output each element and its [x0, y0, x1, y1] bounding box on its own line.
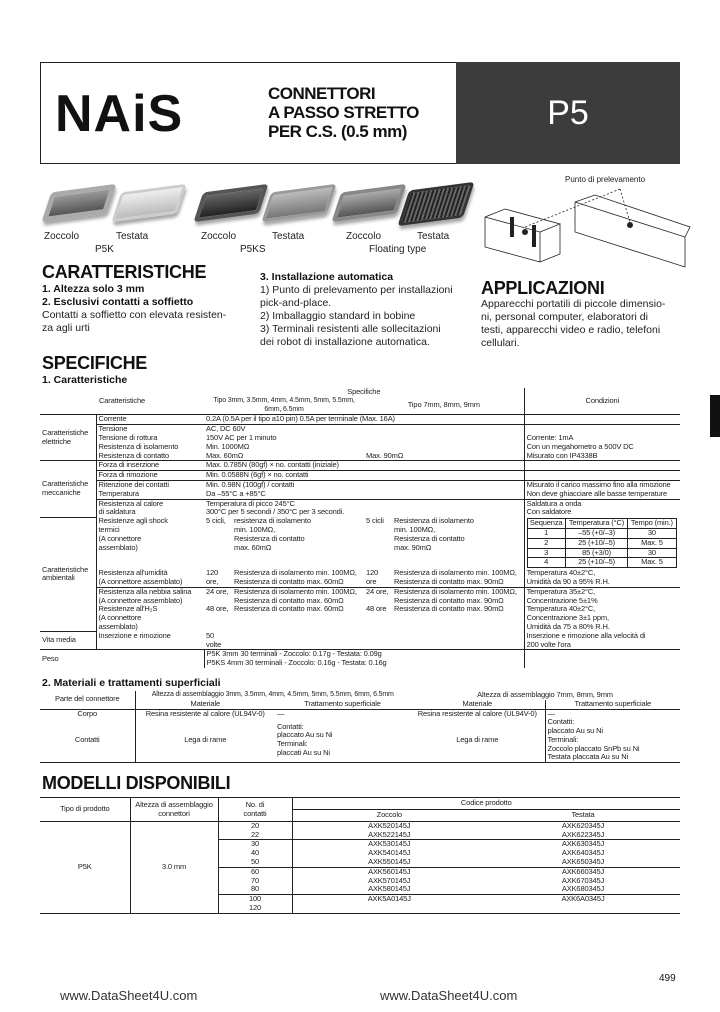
materials-heading: 2. Materiali e trattamenti superficiali — [42, 676, 221, 689]
header-group-a: Altezza di assemblaggio 3mm, 3.5mm, 4mm, 4.5mm, 5mm, 5.5mm, 6mm, 6.5mm — [151, 690, 394, 698]
characteristic-label: Inserzione e rimozione — [96, 632, 204, 650]
condition: Corrente: 1mA — [524, 434, 680, 443]
series-label: P5 — [456, 62, 680, 164]
material-cell: Contatti: placcato Au su Ni Terminali: placcati Au su Ni — [275, 718, 410, 762]
socket-code: AXK522145J — [292, 831, 486, 840]
shock-header: Sequenza — [527, 519, 565, 529]
characteristic-label: Tensione di rottura — [98, 432, 158, 442]
condition — [524, 471, 680, 481]
spec-value-a: Max. 60mΩ — [204, 452, 364, 461]
condition — [524, 650, 680, 668]
socket-code: AXK540145J — [368, 848, 411, 858]
header-type-b: Tipo 7mm, 8mm, 9mm — [364, 397, 524, 415]
spec-a1: 5 cicli, — [206, 516, 226, 526]
condition: Con un megahometro a 500V DC — [524, 443, 680, 452]
spec-row — [40, 569, 680, 587]
condition — [524, 415, 680, 425]
header-characteristics: Caratteristiche — [40, 388, 204, 415]
spec-b1: 5 cicli — [366, 516, 384, 526]
characteristic-label: Ritenzione dei contatti — [98, 479, 169, 489]
socket-code: AXK5A0145J — [367, 894, 411, 904]
header-specifications: Specifiche — [347, 387, 381, 396]
feature-1: 1. Altezza solo 3 mm — [42, 283, 145, 295]
spec-value: Da –55°C a +85°C — [204, 490, 524, 499]
spec-value: Max. 0.785N (80gf) × no. contatti (iniziale) — [204, 461, 524, 471]
part-name: Corpo — [40, 709, 135, 718]
socket-code — [292, 904, 486, 913]
shock-cell: 4 — [527, 558, 565, 568]
thermal-shock-table — [527, 518, 677, 568]
shock-cell: 30 — [628, 528, 676, 538]
condition: Temperatura 35±2°C, Concentrazione 5±1% — [524, 587, 680, 605]
spec-b2: Resistenza di isolamento min. 100MΩ, Resistenza di contatto max. 90mΩ — [392, 569, 524, 587]
condition: Non deve ghiacciare alle basse temperature — [524, 490, 680, 499]
contact-count: 120 — [218, 904, 292, 913]
spec-value: Min. 0.98N (100gf) / contatti — [206, 479, 295, 489]
socket-code: AXK530145J — [368, 839, 411, 849]
header-code: AXK680345J — [486, 885, 680, 894]
shock-cell: Max. 5 — [628, 538, 676, 548]
condition — [524, 517, 680, 569]
material-cell: — — [547, 708, 555, 718]
contact-count: 30 — [218, 840, 292, 849]
p5ks-header-image — [261, 184, 336, 222]
characteristic-label: Resistenza di contatto — [96, 452, 204, 461]
floating-header-image — [397, 182, 474, 226]
material-cell: Resina resistente al calore (UL94V-0) — [410, 709, 545, 718]
characteristic-label: Tensione — [98, 424, 128, 434]
shock-cell: 2 — [527, 538, 565, 548]
spec-value-b: Max. 90mΩ — [364, 452, 524, 461]
header-treatment: Trattamento superficiale — [275, 700, 410, 709]
pickup-point-label: Punto di prelevamento — [565, 175, 646, 184]
product-type: P5K — [40, 821, 130, 913]
spec-a2: resistenza di isolamento min. 100MΩ, Resistenza di contatto max. 60mΩ — [234, 516, 311, 552]
header-assembly-height: Altezza di assemblaggio connettori — [130, 798, 218, 822]
spec-b1 — [364, 632, 392, 650]
contact-count: 20 — [218, 821, 292, 830]
characteristic-label: Resistenza al calore di saldatura — [98, 498, 164, 517]
material-cell: Resina resistente al calore (UL94V-0) — [145, 708, 265, 718]
applications-heading: APPLICAZIONI — [481, 278, 605, 298]
spec-a2 — [232, 632, 364, 650]
material-cell: Lega di rame — [410, 718, 545, 762]
shock-cell: 3 — [527, 548, 565, 558]
header-product-code: Codice prodotto — [292, 798, 680, 810]
category-label: Caratteristiche ambientali — [40, 517, 96, 632]
category-label: Vita media — [40, 632, 96, 650]
header-conditions: Condizioni — [524, 388, 680, 415]
label-zoccolo: Zoccolo — [346, 231, 382, 242]
spec-value: AC, DC 60V — [206, 424, 246, 434]
socket-code: AXK550145J — [292, 858, 486, 867]
spec-a1: 50 volte — [204, 632, 232, 650]
condition: Temperatura 40±2°C, Umidità da 90 a 95% R.H. — [524, 569, 680, 587]
pickup-point-diagram — [470, 187, 695, 275]
spec-row — [40, 650, 680, 668]
spec-b2: Resistenza di isolamento min. 100MΩ, Resistenza di contatto max. 90mΩ — [394, 586, 517, 605]
material-cell: Contatti: placcato Au su Ni Terminali: Zoccolo placcato SnPb su Ni Testata placcata Au su Ni — [545, 718, 680, 762]
assembly-height: 3.0 mm — [130, 821, 218, 913]
socket-code: AXK520145J — [368, 820, 411, 830]
label-testata: Testata — [116, 231, 149, 242]
characteristic-label: Resistenza alla nebbia salina (A connettore assemblato) — [98, 586, 192, 605]
shock-cell: 30 — [628, 548, 676, 558]
nais-logo: NAiS — [55, 85, 184, 143]
category-label: Caratteristiche meccaniche — [40, 461, 96, 517]
spec-value: Min. 1000MΩ — [206, 441, 250, 451]
group-p5k: P5K — [95, 244, 114, 255]
feature-2-text: Contatti a soffietto con elevata resisten- za agli urti — [42, 309, 227, 334]
group-p5ks: P5KS — [240, 244, 266, 255]
characteristic-label: Corrente — [96, 415, 204, 425]
shock-cell: Max. 5 — [628, 558, 676, 568]
shock-cell: 85 (+3/0) — [565, 548, 627, 558]
material-cell: Lega di rame — [135, 718, 275, 762]
watermark: www.DataSheet4U.com — [380, 988, 518, 1003]
spec-row — [40, 499, 680, 517]
contact-count: 100 — [218, 895, 292, 904]
characteristic-label: Temperatura — [96, 490, 204, 499]
models-table — [40, 797, 680, 914]
spec-a2: Resistenza di isolamento min. 100MΩ, Resistenza di contatto max. 60mΩ — [232, 569, 364, 587]
spec-row — [40, 587, 680, 605]
shock-cell: 1 — [527, 528, 565, 538]
p5k-socket-image — [41, 184, 116, 222]
condition: Saldatura a onda Con saldatore — [524, 499, 680, 517]
header-code: AXK670345J — [561, 875, 605, 885]
header-header: Testata — [486, 810, 680, 822]
spec-a1: 48 ore, — [206, 604, 229, 614]
header-code: AXK650345J — [486, 858, 680, 867]
material-row — [40, 709, 680, 718]
header-code: AXK660345J — [561, 866, 605, 876]
characteristic-label: Resistenza di isolamento — [98, 441, 179, 451]
contact-count: 22 — [218, 831, 292, 840]
header-socket: Zoccolo — [292, 810, 486, 822]
shock-header: Tempo (min.) — [628, 519, 676, 529]
spec-row — [40, 517, 680, 569]
header-material: Materiale — [410, 700, 545, 709]
label-zoccolo: Zoccolo — [44, 231, 80, 242]
shock-cell: 25 (+10/–5) — [565, 538, 627, 548]
content-flow — [40, 353, 680, 914]
material-row — [40, 718, 680, 762]
contact-count: 80 — [218, 885, 292, 894]
label-testata: Testata — [272, 231, 305, 242]
spec-a2: Resistenza di isolamento min. 100MΩ, Resistenza di contatto max. 60mΩ — [234, 586, 357, 605]
watermark: www.DataSheet4U.com — [60, 988, 198, 1003]
group-floating: Floating type — [369, 244, 427, 255]
header-product-type: Tipo di prodotto — [40, 798, 130, 822]
section-tab-marker — [710, 395, 720, 437]
contact-count: 70 — [218, 877, 292, 886]
characteristic-label: Forza di inserzione — [96, 461, 204, 471]
spec-b2: Resistenza di contatto max. 90mΩ — [394, 604, 504, 614]
header-material: Materiale — [135, 700, 275, 709]
header-part: Parte del connettore — [40, 691, 135, 709]
header-code — [486, 904, 680, 913]
spec-a2: Resistenza di contatto max. 60mΩ — [234, 604, 344, 614]
document-title: CONNETTORI A PASSO STRETTO PER C.S. (0.5 mm) — [268, 84, 419, 141]
header-code: AXK622345J — [486, 831, 680, 840]
applications-text: Apparecchi portatili di piccole dimensio- ni, personal computer, elaboratori di testi, apparecchi video e radio, telefoni cellulari. — [481, 298, 666, 349]
feature-3-text: 1) Punto di prelevamento per installazioni pick-and-place. 2) Imballaggio standard in bobine 3) Terminali resistenti alle sollecitazioni dei robot di installazione automatica. — [260, 284, 453, 348]
spec-value: 150V AC per 1 minuto — [206, 432, 277, 442]
weight-value: P5K 3mm 30 terminali - Zoccolo: 0.17g - Testata: 0.09g P5KS 4mm 30 terminali - Zoccolo: 0.16g - Testata: 0.16g — [206, 649, 387, 668]
condition: Misurato il carico massimo fino alla rimozione — [524, 480, 680, 489]
spec-row — [40, 415, 680, 425]
socket-code: AXK560145J — [368, 866, 411, 876]
header-code: AXK6A0345J — [561, 894, 605, 904]
material-cell: — — [277, 708, 285, 718]
specs-heading: SPECIFICHE — [42, 353, 148, 373]
page-number: 499 — [659, 973, 676, 984]
p5k-header-image — [111, 184, 186, 222]
specs-subtitle: 1. Caratteristiche — [42, 374, 128, 386]
header-code: AXK620345J — [561, 820, 605, 830]
characteristic-label: Resistenza all'umidità (A connettore assemblato) — [96, 569, 204, 587]
category-label: Caratteristiche elettriche — [40, 415, 96, 461]
header-group-b: Altezza di assemblaggio 7mm, 8mm, 9mm — [477, 689, 613, 699]
spec-b2 — [392, 632, 524, 650]
feature-2: 2. Esclusivi contatti a soffietto — [42, 296, 194, 308]
header-treatment: Trattamento superficiale — [545, 700, 680, 709]
spec-value: 0.2A (0.5A per il tipo a10 pin) 0.5A per terminale (Max. 16A) — [204, 415, 524, 425]
spec-a1: 120 ore, — [204, 569, 232, 587]
characteristic-label: Resistenze agli shock termici (A connettore assemblato) — [98, 516, 168, 552]
materials-table — [40, 691, 680, 763]
shock-header: Temperatura (°C) — [565, 519, 627, 529]
socket-code: AXK580145J — [292, 885, 486, 894]
label-testata: Testata — [417, 231, 450, 242]
contact-count: 50 — [218, 858, 292, 867]
header-code: AXK630345J — [561, 839, 605, 849]
spec-b1: 24 ore, — [366, 586, 389, 596]
condition: Temperatura 40±2°C, Concentrazione 3±1 ppm, Umidità da 75 a 80% R.H. — [524, 605, 680, 631]
spec-row — [40, 471, 680, 481]
weight-label: Peso — [40, 650, 204, 668]
characteristic-label: Resistenze all'H₂S (A connettore assemblato) — [98, 604, 158, 631]
spec-b1: 48 ore — [366, 604, 387, 614]
models-heading: MODELLI DISPONIBILI — [42, 773, 231, 794]
spec-a1: 24 ore, — [206, 586, 229, 596]
socket-code: AXK570145J — [368, 875, 411, 885]
part-name: Contatti — [40, 718, 135, 762]
contact-count: 60 — [218, 867, 292, 876]
feature-3: 3. Installazione automatica — [260, 271, 394, 283]
contact-count: 40 — [218, 849, 292, 858]
condition — [524, 461, 680, 471]
spec-row — [40, 632, 680, 650]
features-heading: CARATTERISTICHE — [42, 262, 207, 282]
condition: Misurato con IP4338B — [524, 452, 680, 461]
spec-b1: 120 ore — [364, 569, 392, 587]
label-zoccolo: Zoccolo — [201, 231, 237, 242]
spec-value: Min. 0.0588N (6gf) × no. contatti — [204, 471, 524, 481]
header-code: AXK640345J — [561, 848, 605, 858]
p5ks-socket-image — [193, 184, 268, 222]
shock-cell: 25 (+10/–5) — [565, 558, 627, 568]
condition: Inserzione e rimozione alla velocità di 200 volte l'ora — [524, 632, 680, 650]
shock-cell: –55 (+0/–3) — [565, 528, 627, 538]
spec-row — [40, 605, 680, 631]
header-contacts: No. di contatti — [218, 798, 292, 822]
spec-b2: Resistenza di isolamento min. 100MΩ, Resistenza di contatto max. 90mΩ — [394, 516, 474, 552]
spec-value: Temperatura di picco 245°C 300°C per 5 secondi / 350°C per 3 secondi. — [206, 498, 345, 517]
specifications-table — [40, 388, 680, 668]
spec-row — [40, 490, 680, 499]
characteristic-label: Forza di rimozione — [96, 471, 204, 481]
floating-socket-image — [331, 184, 406, 222]
header-type-a: Tipo 3mm, 3.5mm, 4mm, 4.5mm, 5mm, 5.5mm, 6mm, 6.5mm — [204, 397, 364, 415]
